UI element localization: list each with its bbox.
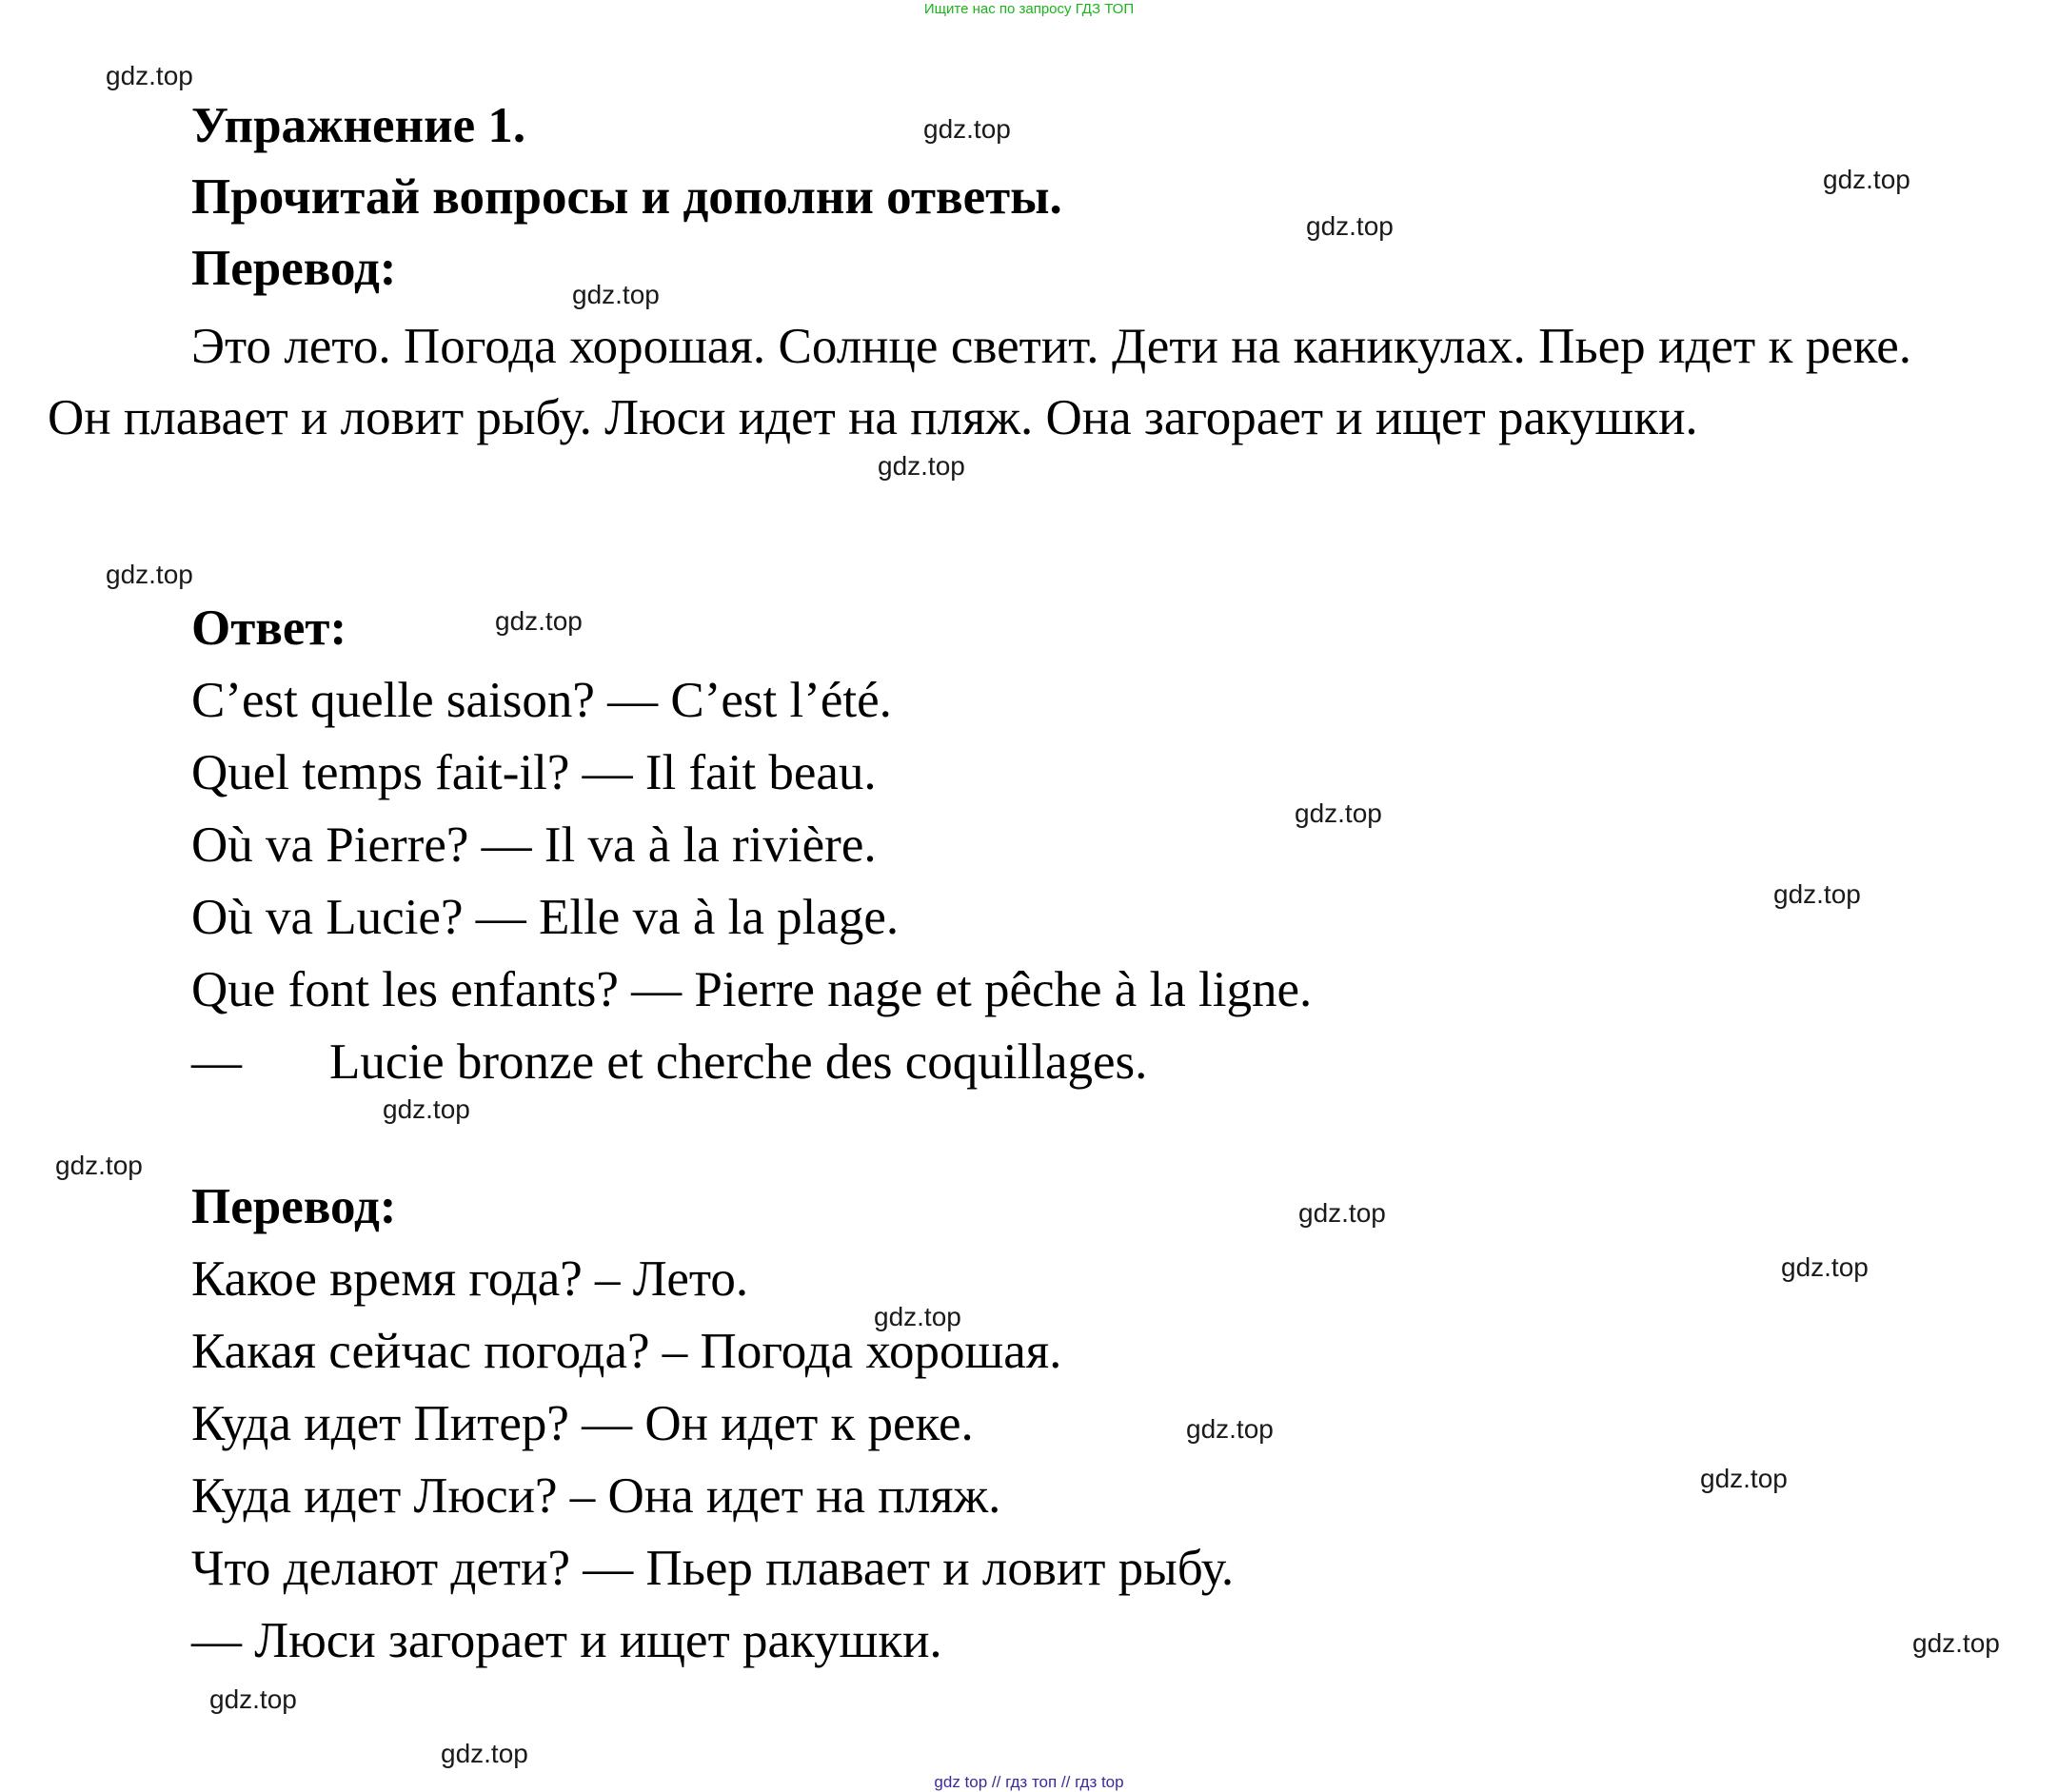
watermark: gdz.top: [55, 1151, 143, 1180]
exercise-instruction: Прочитай вопросы и дополни ответы.: [191, 169, 1062, 225]
answer-line: Où va Lucie? — Elle va à la plage.: [191, 890, 900, 945]
translation-heading: Перевод:: [191, 241, 397, 296]
exercise-title: Упражнение 1.: [191, 98, 526, 153]
watermark: gdz.top: [383, 1094, 470, 1124]
watermark: gdz.top: [209, 1684, 297, 1714]
translation-line: — Люси загорает и ищет ракушки.: [191, 1613, 942, 1668]
answer-line-continuation: [191, 1034, 1147, 1091]
translation-paragraph: Это лето. Погода хорошая. Солнце светит. Дети на каникулах. Пьер идет к реке. Он плавает и ловит рыбу. Люси идет на пляж. Она загорает и ищет ракушки.: [48, 319, 1911, 445]
translation-line: Куда идет Люси? – Она идет на пляж.: [191, 1468, 1001, 1524]
answer-line: Que font les enfants? — Pierre nage et pêche à la ligne.: [191, 962, 1313, 1017]
answer-last-line: Lucie bronze et cherche des coquillages.: [329, 1034, 1148, 1090]
watermark: gdz.top: [1298, 1198, 1386, 1228]
translation-line: Что делают дети? — Пьер плавает и ловит рыбу.: [191, 1541, 1235, 1596]
watermark: gdz.top: [874, 1302, 961, 1331]
answer-line: Où va Pierre? — Il va à la rivière.: [191, 817, 877, 873]
footer-note: gdz top // гдз топ // гдз top: [934, 1773, 1124, 1791]
answer-heading: Ответ:: [191, 601, 347, 656]
watermark: gdz.top: [441, 1739, 528, 1768]
answer-translation-heading: Перевод:: [191, 1179, 397, 1234]
top-search-note: Ищите нас по запросу ГДЗ ТОП: [923, 1, 1135, 17]
watermark: gdz.top: [923, 114, 1011, 144]
watermark: gdz.top: [106, 560, 193, 589]
watermark: gdz.top: [1912, 1628, 2000, 1658]
answer-dash: —: [191, 1034, 242, 1090]
translation-line: Куда идет Питер? — Он идет к реке.: [191, 1396, 974, 1451]
watermark: gdz.top: [1781, 1252, 1869, 1282]
watermark: gdz.top: [1823, 165, 1910, 194]
watermark: gdz.top: [1295, 798, 1382, 828]
watermark: gdz.top: [495, 606, 583, 636]
translation-line: Какая сейчас погода? – Погода хорошая.: [191, 1324, 1062, 1379]
watermark: gdz.top: [878, 451, 965, 481]
watermark: gdz.top: [1186, 1414, 1274, 1444]
watermark: gdz.top: [1773, 879, 1861, 909]
watermark: gdz.top: [1306, 211, 1394, 241]
watermark: gdz.top: [572, 280, 660, 309]
translation-line: Какое время года? – Лето.: [191, 1251, 749, 1307]
answer-line: C’est quelle saison? — C’est l’été.: [191, 673, 892, 728]
watermark: gdz.top: [1700, 1464, 1788, 1493]
watermark: gdz.top: [106, 61, 193, 90]
answer-line: Quel temps fait-il? — Il fait beau.: [191, 745, 877, 800]
